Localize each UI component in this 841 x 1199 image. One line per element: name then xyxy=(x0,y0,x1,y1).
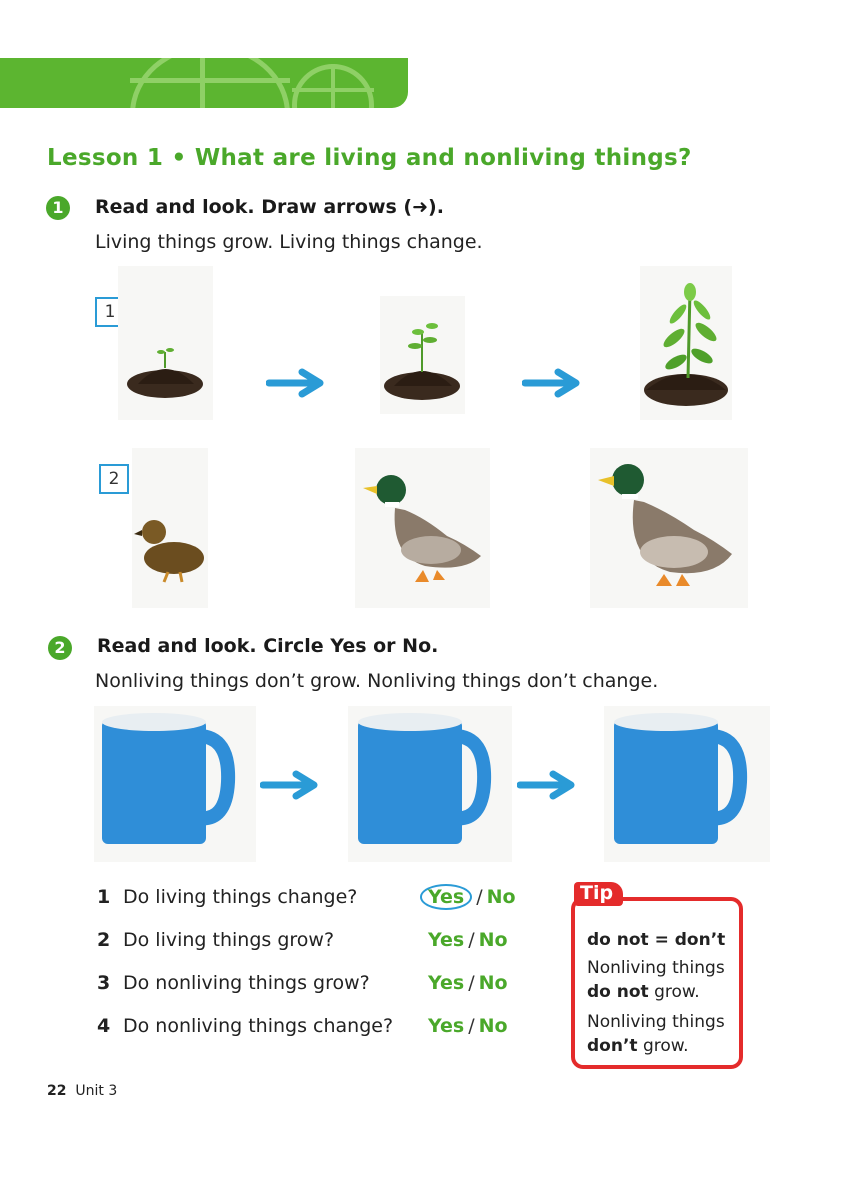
duck-image xyxy=(590,448,748,608)
mug-photo xyxy=(348,706,512,862)
mug-image xyxy=(348,706,512,862)
duck-photo-medium xyxy=(355,448,490,608)
unit-label: Unit 3 xyxy=(75,1083,118,1099)
arrow-right-icon xyxy=(260,770,320,800)
arrow-right-icon xyxy=(522,368,582,398)
tip-example-1: Nonliving things do not grow. xyxy=(587,958,725,1002)
activity-text: Living things grow. Living things change. xyxy=(95,231,483,253)
duckling-image xyxy=(132,448,208,608)
tip-example-2: Nonliving things don’t grow. xyxy=(587,1012,725,1056)
plant-photo-large xyxy=(640,266,732,420)
activity-instruction: Read and look. Draw arrows (➜). xyxy=(95,196,444,218)
plant-photo-medium xyxy=(380,296,465,414)
question-number: 3 xyxy=(97,972,111,994)
yes-option[interactable]: Yes xyxy=(428,972,465,994)
mug-photo xyxy=(604,706,770,862)
tip-rule: do not = don’t xyxy=(587,930,726,950)
duck-image xyxy=(355,448,490,608)
tip-label: Tip xyxy=(574,882,623,906)
arrow-right-icon xyxy=(517,770,577,800)
plant-image xyxy=(640,266,732,420)
duckling-photo xyxy=(132,448,208,608)
no-option[interactable]: No xyxy=(478,972,508,994)
yes-option[interactable]: Yes xyxy=(428,929,465,951)
yes-option[interactable]: Yes xyxy=(428,1015,465,1037)
sprout-image xyxy=(118,266,213,420)
no-option[interactable]: No xyxy=(486,886,516,908)
mug-image xyxy=(604,706,770,862)
question-text: Do living things change? xyxy=(123,886,358,908)
answer-choice: Yes / No xyxy=(428,886,516,908)
mug-image xyxy=(94,706,256,862)
no-option[interactable]: No xyxy=(478,1015,508,1037)
question-row xyxy=(97,972,370,994)
question-row xyxy=(97,929,334,951)
answer-choice: Yes / No xyxy=(428,929,508,951)
no-option[interactable]: No xyxy=(478,929,508,951)
activity-text: Nonliving things don’t grow. Nonliving things don’t change. xyxy=(95,670,659,692)
activity-number: 1 xyxy=(46,196,70,220)
question-row xyxy=(97,1015,393,1037)
mug-photo xyxy=(94,706,256,862)
question-number: 1 xyxy=(97,886,111,908)
answer-choice: Yes / No xyxy=(428,1015,508,1037)
lesson-title: Lesson 1 • What are living and nonliving things? xyxy=(47,145,692,171)
seedling-image xyxy=(380,296,465,414)
page-number: 22 xyxy=(47,1083,67,1099)
row-number: 2 xyxy=(99,464,129,494)
question-text: Do nonliving things grow? xyxy=(123,972,370,994)
question-text: Do nonliving things change? xyxy=(123,1015,394,1037)
row-number: 1 xyxy=(95,297,125,327)
duck-photo-large xyxy=(590,448,748,608)
yes-option-circled[interactable]: Yes xyxy=(420,884,472,910)
question-number: 2 xyxy=(97,929,111,951)
plant-photo-small xyxy=(118,266,213,420)
unit-banner xyxy=(0,58,408,108)
arrow-right-icon xyxy=(266,368,326,398)
question-text: Do living things grow? xyxy=(123,929,335,951)
activity-number: 2 xyxy=(48,636,72,660)
question-row xyxy=(97,886,357,908)
page-footer xyxy=(47,1083,117,1099)
activity-instruction: Read and look. Circle Yes or No. xyxy=(97,635,439,657)
question-number: 4 xyxy=(97,1015,111,1037)
answer-choice: Yes / No xyxy=(428,972,508,994)
globe-icon xyxy=(130,58,290,108)
